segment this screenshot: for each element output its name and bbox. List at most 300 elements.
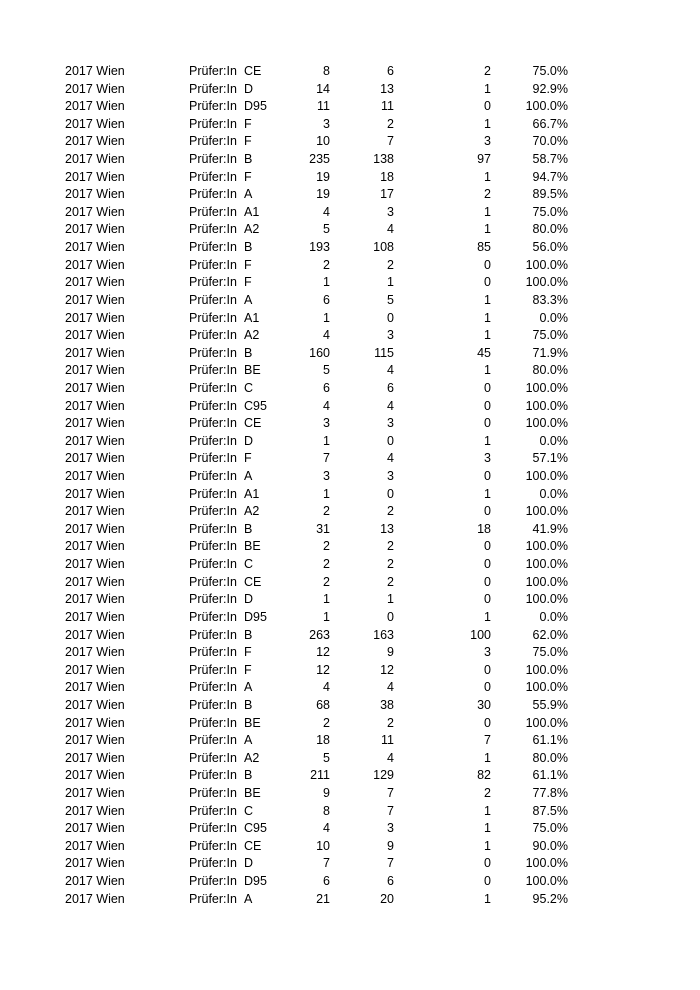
total-count-cell: 19 [316, 169, 330, 184]
failed-count-cell: 0 [484, 99, 491, 114]
year-location-cell: 2017 Wien [65, 116, 125, 131]
failed-count-cell: 1 [484, 292, 491, 307]
passed-count-cell: 9 [387, 645, 394, 660]
total-count-cell: 193 [309, 240, 330, 255]
passed-count-cell: 115 [374, 345, 394, 360]
examiner-cell: Prüfer:In [189, 838, 237, 853]
passed-count-cell: 4 [387, 398, 394, 413]
total-count-cell: 1 [323, 310, 330, 325]
license-class-cell: CE [244, 64, 262, 78]
year-location-cell: 2017 Wien [65, 803, 125, 818]
license-class-cell: C [244, 557, 254, 572]
failed-count-cell: 1 [484, 838, 491, 853]
pass-rate-cell: 75.0% [532, 64, 568, 78]
examiner-cell: Prüfer:In [189, 486, 237, 501]
failed-count-cell: 2 [484, 785, 491, 800]
passed-count-cell: 1 [387, 592, 394, 607]
year-location-cell: 2017 Wien [65, 416, 125, 431]
year-location-cell: 2017 Wien [65, 486, 125, 501]
license-class-cell: CE [244, 838, 262, 853]
total-count-cell: 160 [309, 345, 330, 360]
license-class-cell: D95 [244, 99, 267, 114]
pass-rate-cell: 57.1% [532, 451, 568, 466]
pass-rate-cell: 75.0% [532, 821, 568, 836]
passed-count-cell: 2 [387, 574, 394, 589]
examiner-cell: Prüfer:In [189, 504, 237, 519]
passed-count-cell: 2 [387, 715, 394, 730]
failed-count-cell: 0 [484, 856, 491, 871]
license-class-cell: B [244, 627, 253, 642]
license-class-cell: D [244, 81, 254, 96]
examiner-cell: Prüfer:In [189, 874, 237, 889]
pass-rate-cell: 71.9% [532, 345, 568, 360]
examiner-cell: Prüfer:In [189, 574, 237, 589]
pass-rate-cell: 0.0% [539, 433, 568, 448]
failed-count-cell: 1 [484, 609, 491, 624]
failed-count-cell: 45 [477, 345, 491, 360]
passed-count-cell: 12 [380, 662, 394, 677]
license-class-cell: C95 [244, 398, 267, 413]
total-count-cell: 9 [323, 785, 330, 800]
failed-count-cell: 0 [484, 275, 491, 290]
total-count-cell: 4 [323, 328, 330, 343]
passed-count-cell: 163 [373, 627, 394, 642]
passed-count-cell: 2 [387, 504, 394, 519]
passed-count-cell: 0 [387, 486, 394, 501]
total-count-cell: 2 [323, 504, 330, 519]
license-class-cell: F [244, 451, 252, 466]
table-row [0, 644, 700, 662]
table-row [0, 697, 700, 715]
examiner-cell: Prüfer:In [189, 469, 237, 484]
year-location-cell: 2017 Wien [65, 240, 125, 255]
table-row [0, 186, 700, 204]
pass-rate-cell: 100.0% [525, 539, 568, 554]
examiner-cell: Prüfer:In [189, 433, 237, 448]
license-class-cell: A [244, 733, 253, 748]
passed-count-cell: 4 [387, 680, 394, 695]
examiner-cell: Prüfer:In [189, 222, 237, 237]
failed-count-cell: 0 [484, 715, 491, 730]
table-row [0, 538, 700, 556]
passed-count-cell: 4 [387, 451, 394, 466]
failed-count-cell: 0 [484, 592, 491, 607]
license-class-cell: F [244, 275, 252, 290]
pass-rate-cell: 0.0% [539, 486, 568, 501]
failed-count-cell: 0 [484, 380, 491, 395]
table-row [0, 327, 700, 345]
pass-rate-cell: 87.5% [532, 803, 568, 818]
license-class-cell: C [244, 380, 254, 395]
failed-count-cell: 1 [484, 204, 491, 219]
examiner-cell: Prüfer:In [189, 803, 237, 818]
license-class-cell: B [244, 521, 253, 536]
table-row [0, 503, 700, 521]
pass-rate-cell: 83.3% [532, 292, 568, 307]
passed-count-cell: 1 [387, 275, 394, 290]
examiner-cell: Prüfer:In [189, 697, 237, 712]
total-count-cell: 1 [323, 433, 330, 448]
pass-rate-cell: 100.0% [525, 469, 568, 484]
total-count-cell: 8 [323, 803, 330, 818]
pass-rate-cell: 62.0% [532, 627, 568, 642]
passed-count-cell: 38 [380, 697, 394, 712]
year-location-cell: 2017 Wien [65, 433, 125, 448]
passed-count-cell: 20 [380, 891, 394, 906]
table-row [0, 221, 700, 239]
passed-count-cell: 138 [373, 152, 394, 167]
failed-count-cell: 1 [484, 363, 491, 378]
examiner-cell: Prüfer:In [189, 750, 237, 765]
table-row [0, 715, 700, 733]
table-row [0, 873, 700, 891]
examiner-cell: Prüfer:In [189, 451, 237, 466]
passed-count-cell: 4 [387, 363, 394, 378]
total-count-cell: 5 [323, 363, 330, 378]
year-location-cell: 2017 Wien [65, 891, 125, 906]
examiner-cell: Prüfer:In [189, 680, 237, 695]
passed-count-cell: 7 [387, 856, 394, 871]
license-class-cell: B [244, 697, 253, 712]
passed-count-cell: 108 [373, 240, 394, 255]
total-count-cell: 12 [316, 645, 330, 660]
pass-rate-cell: 66.7% [532, 116, 568, 131]
year-location-cell: 2017 Wien [65, 627, 125, 642]
pass-rate-cell: 75.0% [532, 645, 568, 660]
year-location-cell: 2017 Wien [65, 662, 125, 677]
pass-rate-cell: 100.0% [525, 574, 568, 589]
total-count-cell: 2 [323, 715, 330, 730]
license-class-cell: A2 [244, 222, 260, 237]
table-row [0, 345, 700, 363]
table-row [0, 521, 700, 539]
license-class-cell: D [244, 433, 254, 448]
year-location-cell: 2017 Wien [65, 64, 125, 78]
table-row [0, 239, 700, 257]
year-location-cell: 2017 Wien [65, 768, 125, 783]
year-location-cell: 2017 Wien [65, 750, 125, 765]
pass-rate-cell: 41.9% [532, 521, 568, 536]
license-class-cell: CE [244, 416, 262, 431]
examiner-cell: Prüfer:In [189, 328, 237, 343]
table-row [0, 556, 700, 574]
license-class-cell: A1 [244, 486, 260, 501]
year-location-cell: 2017 Wien [65, 821, 125, 836]
examiner-cell: Prüfer:In [189, 645, 237, 660]
table-row [0, 609, 700, 627]
passed-count-cell: 3 [387, 416, 394, 431]
pass-rate-cell: 89.5% [532, 187, 568, 202]
total-count-cell: 4 [323, 204, 330, 219]
total-count-cell: 1 [323, 609, 330, 624]
passed-count-cell: 3 [387, 204, 394, 219]
examiner-cell: Prüfer:In [189, 592, 237, 607]
passed-count-cell: 129 [373, 768, 394, 783]
pass-rate-cell: 77.8% [532, 785, 568, 800]
failed-count-cell: 1 [484, 821, 491, 836]
total-count-cell: 8 [323, 64, 330, 78]
year-location-cell: 2017 Wien [65, 645, 125, 660]
total-count-cell: 2 [323, 574, 330, 589]
passed-count-cell: 6 [387, 874, 394, 889]
passed-count-cell: 6 [387, 64, 394, 78]
year-location-cell: 2017 Wien [65, 874, 125, 889]
failed-count-cell: 1 [484, 328, 491, 343]
total-count-cell: 10 [316, 838, 330, 853]
total-count-cell: 3 [323, 416, 330, 431]
year-location-cell: 2017 Wien [65, 204, 125, 219]
year-location-cell: 2017 Wien [65, 187, 125, 202]
failed-count-cell: 1 [484, 169, 491, 184]
table-row [0, 98, 700, 116]
year-location-cell: 2017 Wien [65, 733, 125, 748]
pass-rate-cell: 94.7% [532, 169, 568, 184]
examiner-cell: Prüfer:In [189, 152, 237, 167]
failed-count-cell: 0 [484, 574, 491, 589]
failed-count-cell: 97 [477, 152, 491, 167]
failed-count-cell: 0 [484, 539, 491, 554]
year-location-cell: 2017 Wien [65, 785, 125, 800]
passed-count-cell: 7 [387, 134, 394, 149]
license-class-cell: BE [244, 785, 261, 800]
failed-count-cell: 2 [484, 187, 491, 202]
passed-count-cell: 5 [387, 292, 394, 307]
license-class-cell: A [244, 891, 253, 906]
license-class-cell: A [244, 292, 253, 307]
license-class-cell: D [244, 592, 254, 607]
total-count-cell: 1 [323, 592, 330, 607]
license-class-cell: F [244, 116, 252, 131]
examiner-cell: Prüfer:In [189, 116, 237, 131]
license-class-cell: F [244, 134, 252, 149]
table-row [0, 468, 700, 486]
pass-rate-cell: 100.0% [525, 557, 568, 572]
license-class-cell: B [244, 768, 253, 783]
passed-count-cell: 6 [387, 380, 394, 395]
total-count-cell: 2 [323, 539, 330, 554]
passed-count-cell: 2 [387, 257, 394, 272]
license-class-cell: C [244, 803, 254, 818]
total-count-cell: 1 [323, 275, 330, 290]
pass-rate-cell: 80.0% [532, 750, 568, 765]
pass-rate-cell: 80.0% [532, 363, 568, 378]
year-location-cell: 2017 Wien [65, 292, 125, 307]
examiner-cell: Prüfer:In [189, 81, 237, 96]
table-row [0, 151, 700, 169]
year-location-cell: 2017 Wien [65, 680, 125, 695]
examiner-cell: Prüfer:In [189, 187, 237, 202]
pass-rate-cell: 0.0% [539, 609, 568, 624]
failed-count-cell: 1 [484, 116, 491, 131]
failed-count-cell: 0 [484, 416, 491, 431]
total-count-cell: 263 [309, 627, 330, 642]
examiner-cell: Prüfer:In [189, 662, 237, 677]
passed-count-cell: 17 [380, 187, 394, 202]
failed-count-cell: 0 [484, 257, 491, 272]
total-count-cell: 21 [316, 891, 330, 906]
total-count-cell: 2 [323, 257, 330, 272]
failed-count-cell: 85 [477, 240, 491, 255]
table-row [0, 803, 700, 821]
failed-count-cell: 7 [484, 733, 491, 748]
total-count-cell: 2 [323, 557, 330, 572]
failed-count-cell: 0 [484, 662, 491, 677]
license-class-cell: A [244, 680, 253, 695]
year-location-cell: 2017 Wien [65, 328, 125, 343]
total-count-cell: 68 [316, 697, 330, 712]
license-class-cell: D95 [244, 874, 267, 889]
table-row [0, 891, 700, 909]
pass-rate-cell: 100.0% [525, 257, 568, 272]
pass-rate-cell: 90.0% [532, 838, 568, 853]
examiner-cell: Prüfer:In [189, 204, 237, 219]
total-count-cell: 211 [310, 768, 330, 783]
table-row [0, 362, 700, 380]
table-row [0, 63, 700, 81]
total-count-cell: 7 [323, 856, 330, 871]
failed-count-cell: 3 [484, 645, 491, 660]
total-count-cell: 3 [323, 116, 330, 131]
passed-count-cell: 13 [380, 81, 394, 96]
table-row [0, 116, 700, 134]
examiner-cell: Prüfer:In [189, 539, 237, 554]
examiner-cell: Prüfer:In [189, 363, 237, 378]
examiner-cell: Prüfer:In [189, 627, 237, 642]
total-count-cell: 3 [323, 469, 330, 484]
year-location-cell: 2017 Wien [65, 715, 125, 730]
table-row [0, 662, 700, 680]
pass-rate-cell: 70.0% [532, 134, 568, 149]
year-location-cell: 2017 Wien [65, 398, 125, 413]
failed-count-cell: 1 [484, 222, 491, 237]
year-location-cell: 2017 Wien [65, 609, 125, 624]
total-count-cell: 6 [323, 380, 330, 395]
table-row [0, 274, 700, 292]
examiner-cell: Prüfer:In [189, 257, 237, 272]
passed-count-cell: 0 [387, 609, 394, 624]
year-location-cell: 2017 Wien [65, 310, 125, 325]
failed-count-cell: 0 [484, 398, 491, 413]
passed-count-cell: 11 [381, 733, 394, 748]
examiner-cell: Prüfer:In [189, 768, 237, 783]
pass-rate-cell: 100.0% [525, 592, 568, 607]
year-location-cell: 2017 Wien [65, 856, 125, 871]
examiner-cell: Prüfer:In [189, 310, 237, 325]
year-location-cell: 2017 Wien [65, 451, 125, 466]
license-class-cell: A [244, 469, 253, 484]
year-location-cell: 2017 Wien [65, 222, 125, 237]
examiner-cell: Prüfer:In [189, 891, 237, 906]
examiner-cell: Prüfer:In [189, 134, 237, 149]
passed-count-cell: 4 [387, 750, 394, 765]
pass-rate-cell: 100.0% [525, 874, 568, 889]
total-count-cell: 4 [323, 821, 330, 836]
pass-rate-cell: 61.1% [532, 768, 568, 783]
pass-rate-cell: 100.0% [525, 275, 568, 290]
license-class-cell: BE [244, 715, 261, 730]
license-class-cell: A2 [244, 328, 260, 343]
failed-count-cell: 0 [484, 680, 491, 695]
license-class-cell: A2 [244, 750, 260, 765]
passed-count-cell: 3 [387, 328, 394, 343]
table-row [0, 380, 700, 398]
pass-rate-cell: 100.0% [525, 416, 568, 431]
year-location-cell: 2017 Wien [65, 169, 125, 184]
total-count-cell: 19 [316, 187, 330, 202]
year-location-cell: 2017 Wien [65, 574, 125, 589]
total-count-cell: 12 [316, 662, 330, 677]
passed-count-cell: 0 [387, 433, 394, 448]
examiner-cell: Prüfer:In [189, 345, 237, 360]
table-row [0, 310, 700, 328]
passed-count-cell: 18 [380, 169, 394, 184]
failed-count-cell: 0 [484, 504, 491, 519]
passed-count-cell: 2 [387, 116, 394, 131]
license-class-cell: A1 [244, 310, 260, 325]
license-class-cell: F [244, 169, 252, 184]
total-count-cell: 235 [309, 152, 330, 167]
total-count-cell: 31 [316, 521, 330, 536]
failed-count-cell: 0 [484, 874, 491, 889]
examiner-cell: Prüfer:In [189, 64, 237, 78]
license-class-cell: A1 [244, 204, 260, 219]
examiner-cell: Prüfer:In [189, 169, 237, 184]
pass-rate-cell: 75.0% [532, 204, 568, 219]
license-class-cell: BE [244, 539, 261, 554]
examiner-cell: Prüfer:In [189, 557, 237, 572]
failed-count-cell: 1 [484, 803, 491, 818]
failed-count-cell: 18 [477, 521, 491, 536]
examiner-cell: Prüfer:In [189, 856, 237, 871]
passed-count-cell: 3 [387, 821, 394, 836]
pass-rate-cell: 0.0% [539, 310, 568, 325]
pass-rate-cell: 100.0% [525, 715, 568, 730]
table-row [0, 433, 700, 451]
year-location-cell: 2017 Wien [65, 838, 125, 853]
examiner-cell: Prüfer:In [189, 715, 237, 730]
total-count-cell: 5 [323, 222, 330, 237]
table-row [0, 486, 700, 504]
total-count-cell: 10 [316, 134, 330, 149]
year-location-cell: 2017 Wien [65, 697, 125, 712]
failed-count-cell: 3 [484, 451, 491, 466]
license-class-cell: F [244, 662, 252, 677]
pass-rate-cell: 95.2% [532, 891, 568, 906]
table-row [0, 81, 700, 99]
passed-count-cell: 4 [387, 222, 394, 237]
total-count-cell: 11 [317, 99, 330, 114]
passed-count-cell: 13 [380, 521, 394, 536]
table-row [0, 398, 700, 416]
table-row [0, 732, 700, 750]
year-location-cell: 2017 Wien [65, 380, 125, 395]
license-class-cell: F [244, 257, 252, 272]
pass-rate-cell: 80.0% [532, 222, 568, 237]
passed-count-cell: 0 [387, 310, 394, 325]
pass-rate-cell: 58.7% [532, 152, 568, 167]
examiner-cell: Prüfer:In [189, 275, 237, 290]
year-location-cell: 2017 Wien [65, 152, 125, 167]
year-location-cell: 2017 Wien [65, 345, 125, 360]
license-class-cell: F [244, 645, 252, 660]
passed-count-cell: 7 [387, 785, 394, 800]
pass-rate-cell: 100.0% [525, 398, 568, 413]
table-row [0, 767, 700, 785]
failed-count-cell: 1 [484, 81, 491, 96]
year-location-cell: 2017 Wien [65, 469, 125, 484]
year-location-cell: 2017 Wien [65, 557, 125, 572]
license-class-cell: A2 [244, 504, 260, 519]
